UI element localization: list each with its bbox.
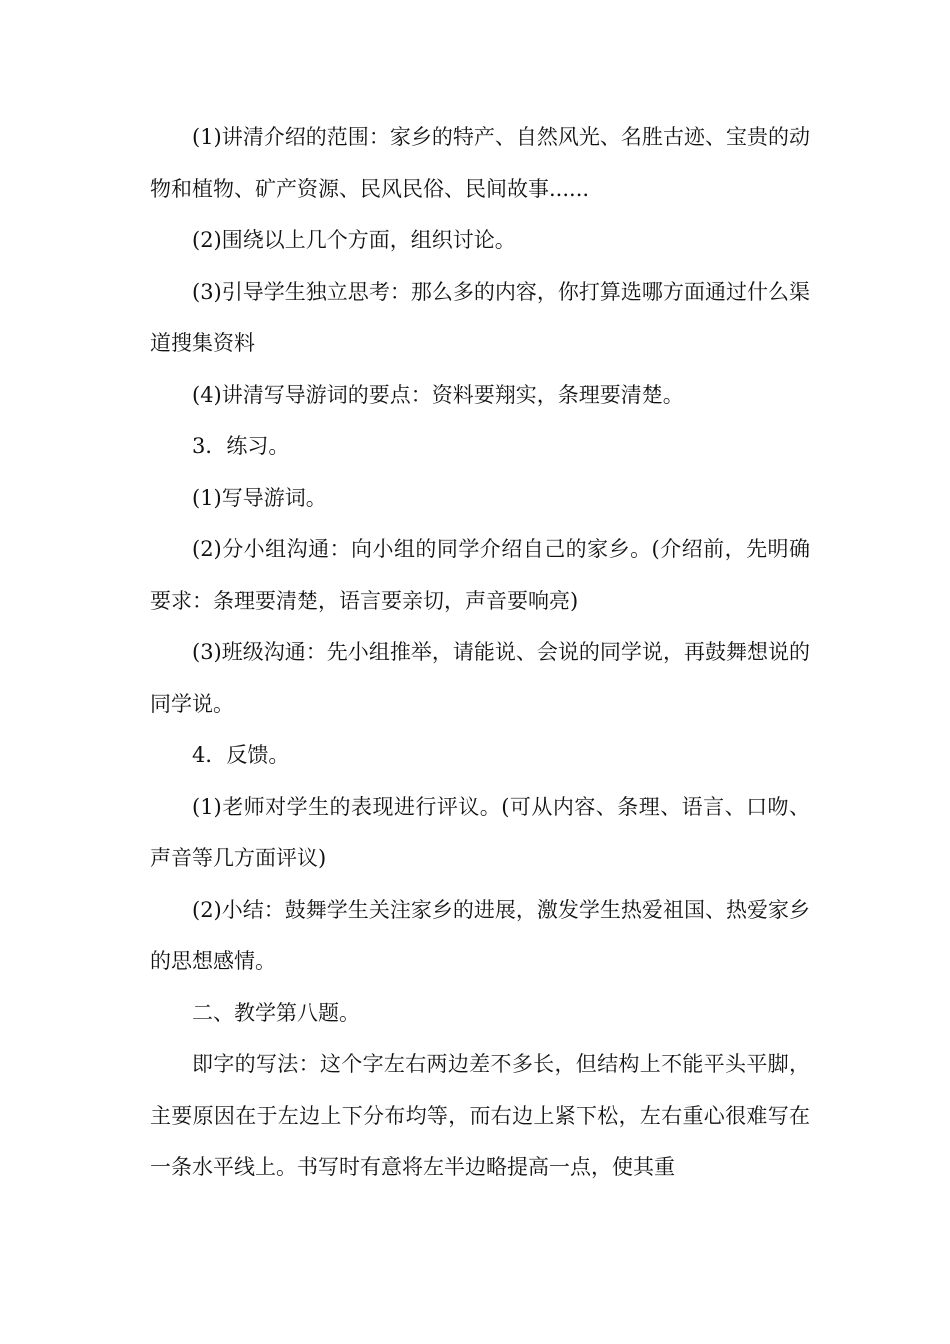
paragraph-summary: (2)小结：鼓舞学生关注家乡的进展，激发学生热爱祖国、热爱家乡的思想感情。	[150, 897, 810, 973]
paragraph-teacher-evaluation: (1)老师对学生的表现进行评议。(可从内容、条理、语言、口吻、声音等几方面评议)	[150, 794, 810, 870]
section-heading-feedback: 4．反馈。	[192, 743, 290, 767]
section-heading-lesson-eight: 二、教学第八题。	[192, 1000, 360, 1025]
paragraph-character-writing: 即字的写法：这个字左右两边差不多长，但结构上不能平头平脚，主要原因在于左边上下分布均等，而右边上紧下松，左右重心很难写在一条水平线上。书写时有意将左半边略提高一点，使其重	[150, 1052, 810, 1179]
paragraph-guide-key-points: (4)讲清写导游词的要点：资料要翔实，条理要清楚。	[192, 382, 684, 407]
paragraph-class-communication: (3)班级沟通：先小组推举，请能说、会说的同学说，再鼓舞想说的同学说。	[150, 640, 810, 716]
paragraph-scope: (1)讲清介绍的范围：家乡的特产、自然风光、名胜古迹、宝贵的动物和植物、矿产资源、民风民俗、民间故事......	[150, 125, 810, 201]
paragraph-group-communication: (2)分小组沟通：向小组的同学介绍自己的家乡。(介绍前，先明确要求：条理要清楚，语言要亲切，声音要响亮)	[150, 537, 810, 613]
paragraph-independent-thinking: (3)引导学生独立思考：那么多的内容，你打算选哪方面通过什么渠道搜集资料	[150, 279, 810, 355]
document-page	[150, 112, 810, 1194]
section-heading-practice: 3．练习。	[192, 434, 290, 458]
paragraph-discussion: (2)围绕以上几个方面，组织讨论。	[192, 228, 516, 252]
paragraph-write-guide: (1)写导游词。	[192, 485, 327, 510]
